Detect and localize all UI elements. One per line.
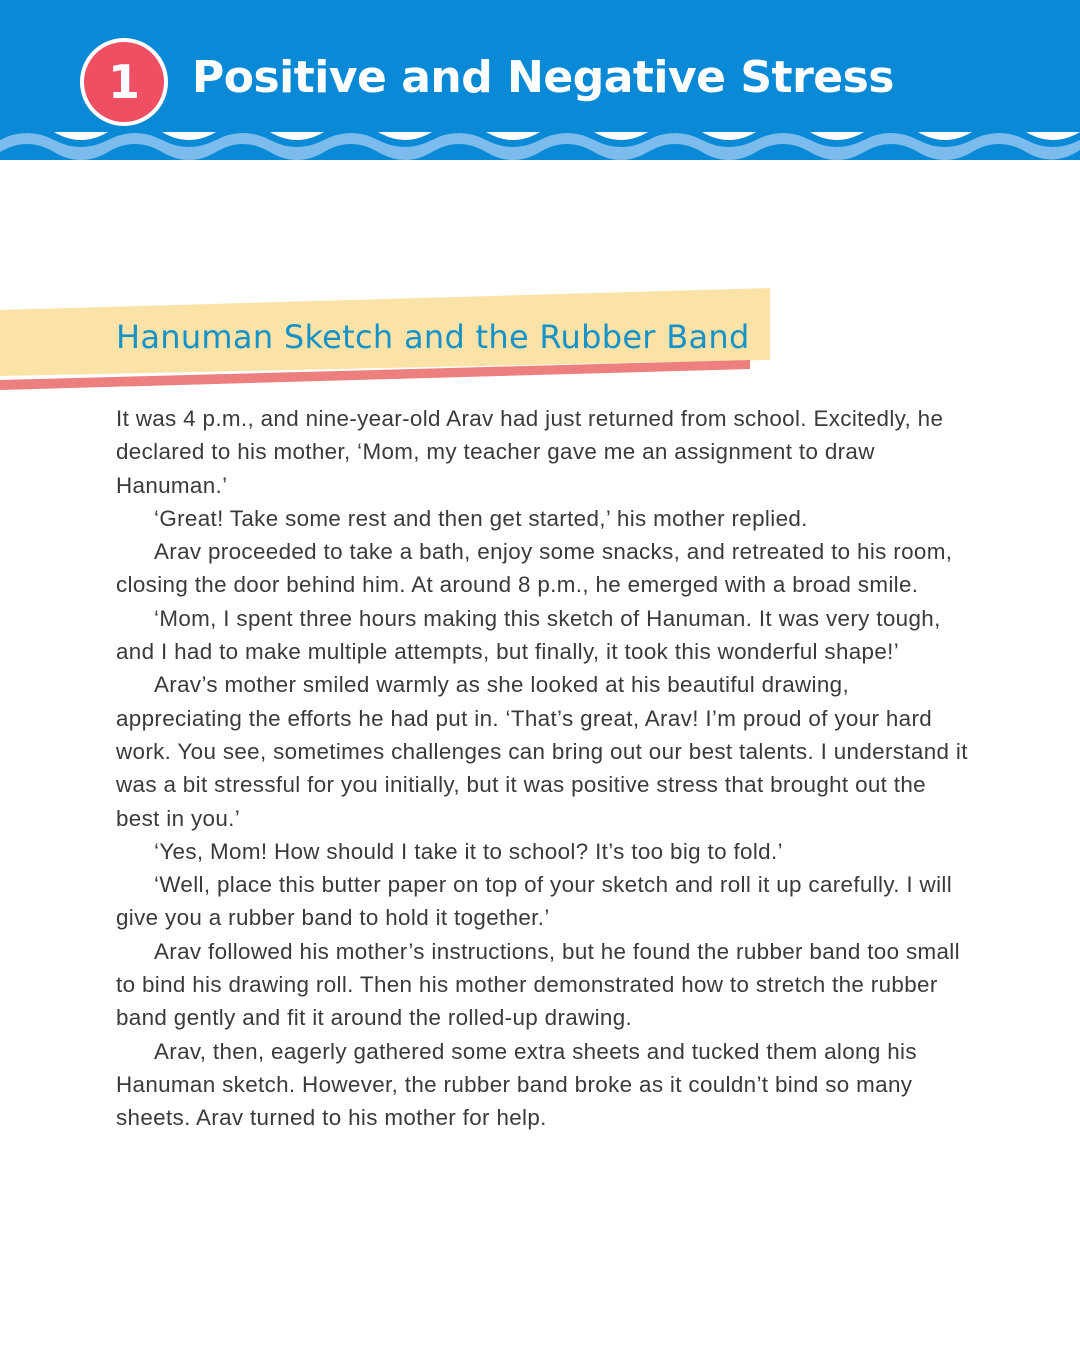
story-paragraph: ‘Well, place this butter paper on top of your sketch and roll it up carefully. I will give you a rubber band to hold it together.’: [116, 872, 953, 931]
chapter-title: Positive and Negative Stress: [192, 52, 894, 103]
story-paragraph: ‘Mom, I spent three hours making this sketch of Hanuman. It was very tough, and I had to make multiple attempts, but finally, it took this wonderful shape!’: [116, 605, 941, 665]
story-paragraph: Arav followed his mother’s instructions, but he found the rubber band too small to bind his drawing roll. Then his mother demonstrated how to stretch the rubber band gently and fit it around the rolled-up drawing.: [116, 938, 960, 1031]
chapter-number-badge: 1: [80, 38, 168, 126]
story-paragraph: It was 4 p.m., and nine-year-old Arav had just returned from school. Excitedly, he declared to his mother, ‘Mom, my teacher gave me an assignment to draw Hanuman.’: [116, 406, 944, 498]
story-paragraph: Arav proceeded to take a bath, enjoy some snacks, and retreated to his room, closing the door behind him. At around 8 p.m., he emerged with a broad smile.: [116, 539, 953, 598]
story-paragraph: Arav’s mother smiled warmly as she looked at his beautiful drawing, appreciating the efforts he had put in. ‘That’s great, Arav! I’m proud of your hard work. You see, sometimes challenges can bring out our best talents. I understand it was a bit stressful for you initially, but it was positive stress that brought out the best in you.’: [116, 672, 968, 831]
story-paragraph: ‘Great! Take some rest and then get started,’ his mother replied.: [154, 505, 808, 531]
story-paragraph: Arav, then, eagerly gathered some extra sheets and tucked them along his Hanuman sketch. However, the rubber band broke as it couldn’t bind so many sheets. Arav turned to his mother for help.: [116, 1038, 917, 1131]
story-paragraph: ‘Yes, Mom! How should I take it to school? It’s too big to fold.’: [154, 838, 783, 864]
section-title: Hanuman Sketch and the Rubber Band: [116, 318, 750, 356]
story-body: [116, 402, 976, 1135]
chapter-header: [0, 0, 1080, 175]
